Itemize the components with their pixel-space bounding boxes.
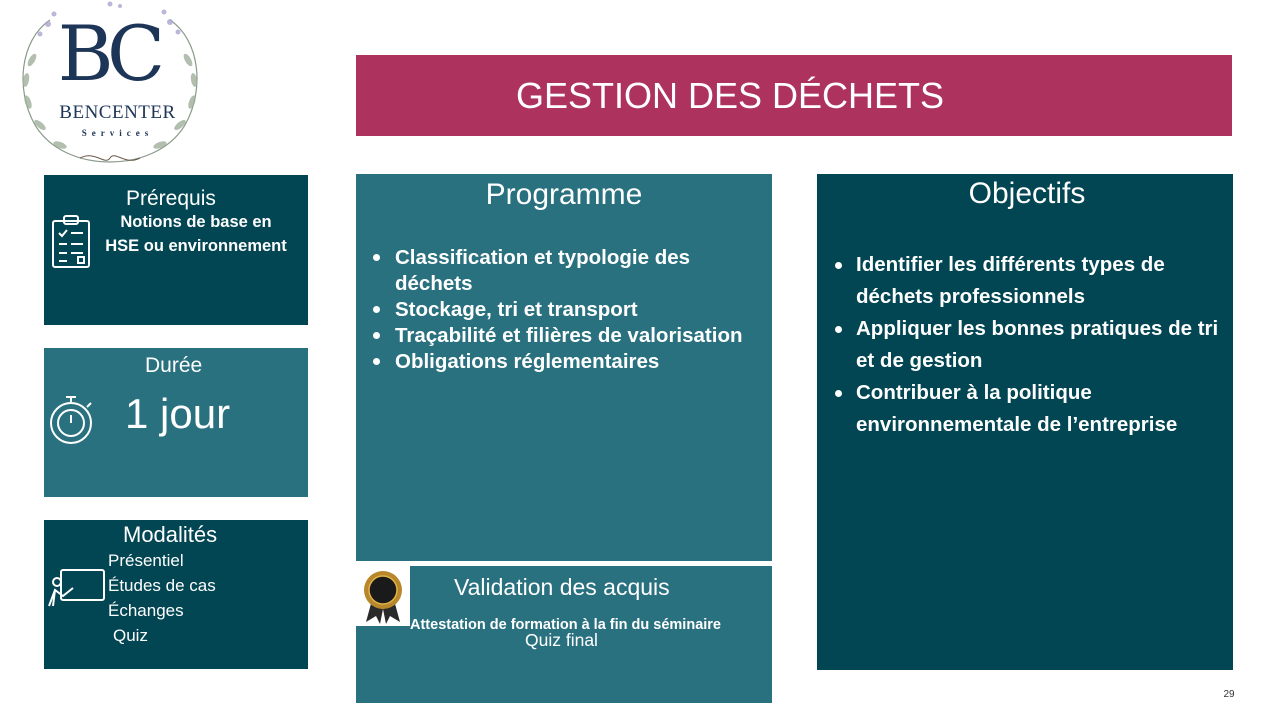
validation-text: Attestation de formation à la fin du séminaire [410,617,721,633]
duree-card [44,348,308,497]
list-item: Stockage, tri et transport [395,297,767,323]
stopwatch-icon [48,394,96,451]
list-item: Classification et typologie des déchets [395,245,767,297]
page-number: 29 [1223,689,1235,700]
list-item: Quiz [113,626,148,645]
award-medal-icon [356,566,410,626]
modalites-list [108,548,216,648]
objectifs-list [856,249,1230,441]
duree-value: 1 jour [125,390,231,437]
list-item: Présentiel [108,551,184,570]
list-item: Traçabilité et filières de valorisation [395,323,767,349]
logo-tagline: Services [81,128,154,138]
programme-card [356,174,772,561]
objectifs-heading: Objectifs [968,177,1086,210]
list-item: Contribuer à la politique environnementale de l’entreprise [856,377,1230,441]
list-item: Études de cas [108,576,216,595]
duree-heading: Durée [145,354,203,377]
programme-list [395,245,767,375]
list-item: Obligations réglementaires [395,349,767,375]
presentation-board-icon [47,566,107,615]
modalites-card [44,520,308,669]
title-banner [356,55,1232,136]
programme-heading: Programme [485,178,643,211]
list-item: Identifier les différents types de déchets professionnels [856,249,1230,313]
page-title: GESTION DES DÉCHETS [516,75,945,116]
validation-sub: Quiz final [525,630,598,650]
prerequis-heading: Prérequis [126,187,216,210]
logo-monogram: BC [57,9,158,98]
validation-heading: Validation des acquis [454,574,670,600]
validation-card [356,566,772,703]
prerequis-text: Notions de base en HSE ou environnement [105,213,287,255]
list-item: Appliquer les bonnes pratiques de tri et de gestion [856,313,1230,377]
clipboard-checklist-icon [50,213,94,276]
list-item: Échanges [108,601,184,620]
objectifs-card [817,174,1233,670]
logo-name: BENCENTER [59,102,176,123]
modalites-heading: Modalités [123,522,218,547]
brand-logo [10,0,205,172]
prerequis-card [44,175,308,325]
